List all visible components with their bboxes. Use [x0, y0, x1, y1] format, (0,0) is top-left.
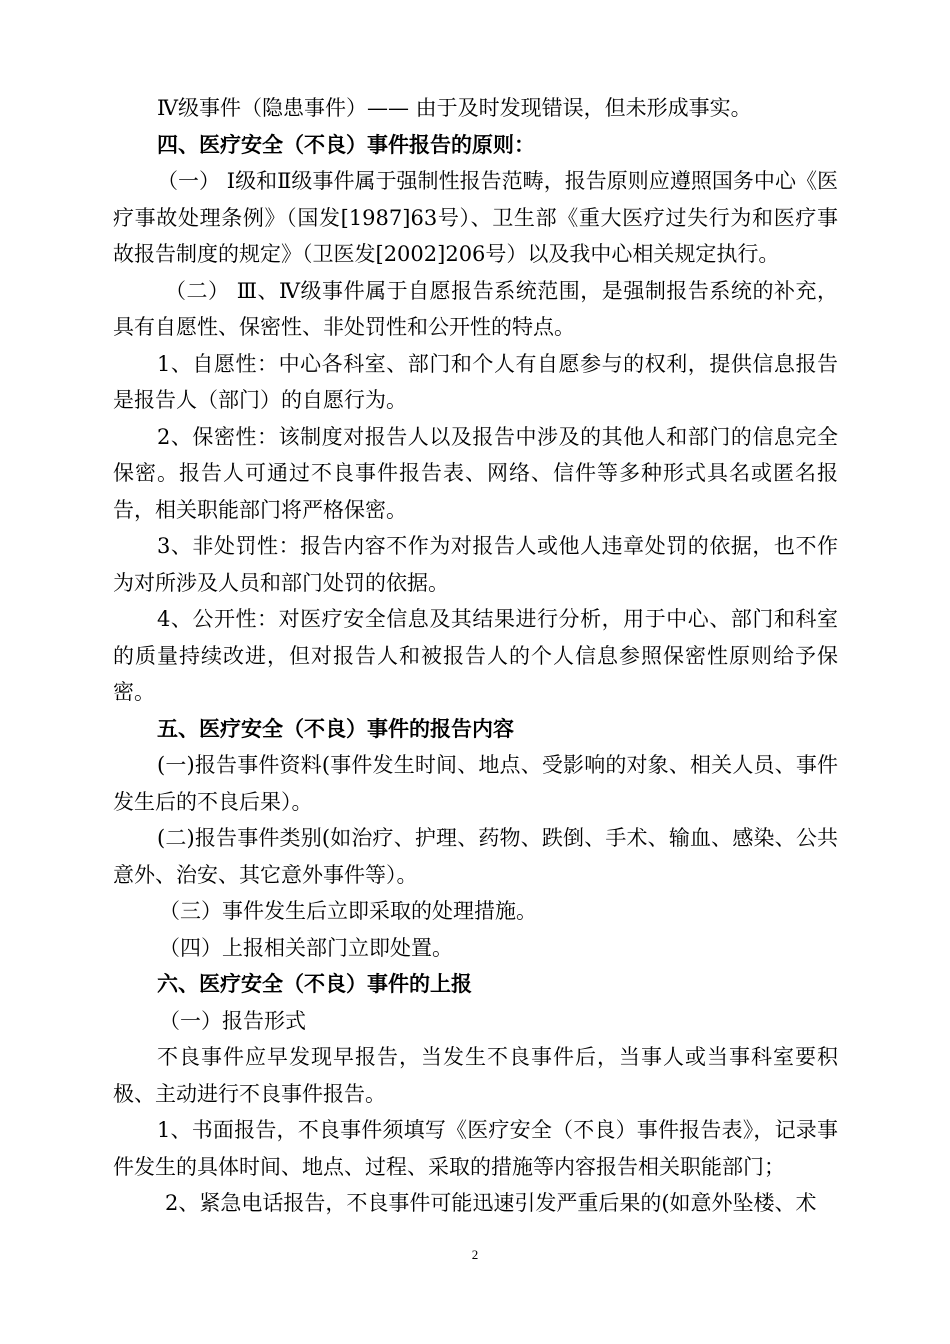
page-number: 2: [471, 1247, 479, 1262]
paragraph-phone-report: 2、紧急电话报告，不良事件可能迅速引发严重后果的(如意外坠楼、术: [165, 1191, 817, 1215]
paragraph-level4-event: Ⅳ级事件（隐患事件）—— 由于及时发现错误，但未形成事实。: [157, 96, 752, 120]
heading-section-5: 五、医疗安全（不良）事件的报告内容: [157, 715, 514, 741]
subheading-report-form: （一）报告形式: [159, 1008, 306, 1033]
paragraph-principle-2: （二） Ⅲ、Ⅳ级事件属于自愿报告系统范围，是强制报告系统的补充，具有自愿性、保密性、非处罚性和公开性的特点。: [113, 278, 838, 339]
paragraph-written-report: 1、书面报告，不良事件须填写《医疗安全（不良）事件报告表》，记录事件发生的具体时间、地点、过程、采取的措施等内容报告相关职能部门；: [113, 1118, 838, 1179]
paragraph-report-content-2: (二)报告事件类别(如治疗、护理、药物、跌倒、手术、输血、感染、公共意外、治安、其它意外事件等）。: [113, 826, 838, 887]
paragraph-voluntary: 1、自愿性：中心各科室、部门和个人有自愿参与的权利，提供信息报告是报告人（部门）的自愿行为。: [113, 351, 838, 412]
paragraph-report-content-4: （四）上报相关部门立即处置。: [159, 935, 453, 960]
paragraph-early-report: 不良事件应早发现早报告，当发生不良事件后，当事人或当事科室要积极、主动进行不良事件报告。: [113, 1045, 838, 1106]
paragraph-non-punitive: 3、非处罚性：报告内容不作为对报告人或他人违章处罚的依据，也不作为对所涉及人员和部门处罚的依据。: [113, 534, 838, 595]
heading-section-6: 六、医疗安全（不良）事件的上报: [157, 971, 472, 996]
paragraph-report-content-1: (一)报告事件资料(事件发生时间、地点、受影响的对象、相关人员、事件发生后的不良后果）。: [113, 753, 838, 814]
paragraph-report-content-3: （三）事件发生后立即采取的处理措施。: [159, 899, 537, 923]
paragraph-openness: 4、公开性：对医疗安全信息及其结果进行分析，用于中心、部门和科室的质量持续改进，但对报告人和被报告人的个人信息参照保密性原则给予保密。: [113, 607, 838, 704]
paragraph-confidential: 2、保密性：该制度对报告人以及报告中涉及的其他人和部门的信息完全保密。报告人可通过不良事件报告表、网络、信件等多种形式具名或匿名报告，相关职能部门将严格保密。: [113, 424, 838, 522]
paragraph-principle-1: （一） Ⅰ级和Ⅱ级事件属于强制性报告范畴，报告原则应遵照国务中心《医疗事故处理条例》（国发[1987]63号）、卫生部《重大医疗过失行为和医疗事故报告制度的规定》（卫医发[2002]206号）以及我中心相关规定执行。: [113, 169, 838, 266]
heading-section-4: 四、医疗安全（不良）事件报告的原则：: [157, 131, 535, 157]
document-body: [113, 90, 838, 1222]
